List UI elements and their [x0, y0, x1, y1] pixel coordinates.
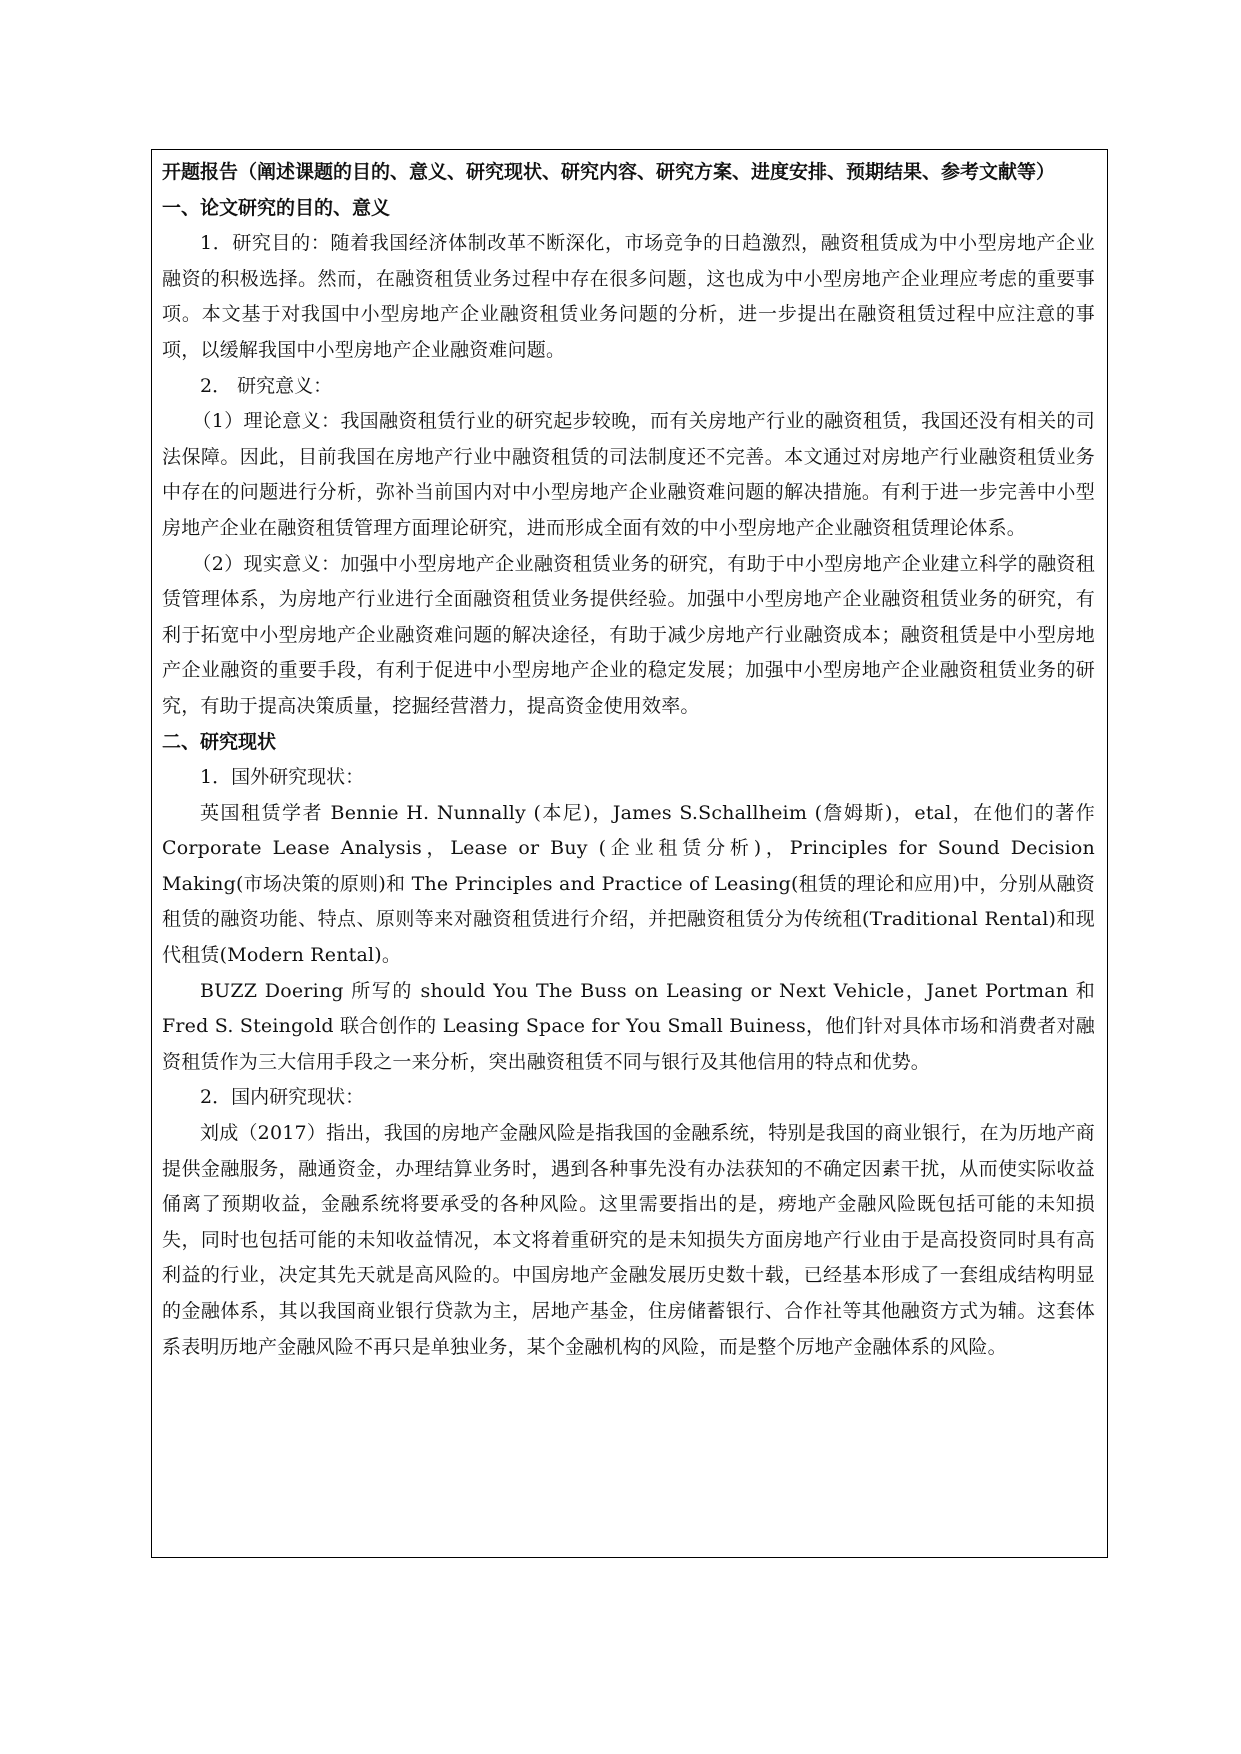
- theory-significance: （1）理论意义：我国融资租赁行业的研究起步较晚，而有关房地产行业的融资租赁，我国还没有相关的司法保障。因此，目前我国在房地产行业中融资租赁的司法制度还不完善。本文通过对房地产行业融资租赁业务中存在的问题进行分析，弥补当前国内对中小型房地产企业融资难问题的解决措施。有利于进一步完善中小型房地产企业在融资租赁管理方面理论研究，进而形成全面有效的中小型房地产企业融资租赁理论体系。: [162, 410, 1095, 539]
- report-header: 开题报告（阐述课题的目的、意义、研究现状、研究内容、研究方案、进度安排、预期结果、参考文献等）: [162, 161, 1056, 183]
- foreign-research-title: 1．国外研究现状：: [200, 766, 365, 789]
- domestic-research-title: 2．国内研究现状：: [200, 1086, 365, 1109]
- research-purpose: 1．研究目的：随着我国经济体制改革不断深化，市场竞争的日趋激烈，融资租赁成为中小型房地产企业融资的积极选择。然而，在融资租赁业务过程中存在很多问题，这也成为中小型房地产企业理应考虑的重要事项。本文基于对我国中小型房地产企业融资租赁业务问题的分析，进一步提出在融资租赁过程中应注意的事项，以缓解我国中小型房地产企业融资难问题。: [162, 232, 1095, 361]
- section2-title: 二、研究现状: [162, 730, 277, 753]
- report-content: [152, 150, 1107, 1365]
- foreign-research-paragraph-2: BUZZ Doering 所写的 should You The Buss on Leasing or Next Vehicle，Janet Portman 和 Fred S. Steingold 联合创作的 Leasing Space for You Small Buiness，他们针对具体市场和消费者对融资租赁作为三大信用手段之一来分析，突出融资租赁不同与银行及其他信用的特点和优势。: [162, 979, 1095, 1073]
- research-significance-title: 2． 研究意义：: [200, 374, 333, 397]
- foreign-research-paragraph-1: 英国租赁学者 Bennie H. Nunnally (本尼)，James S.Schallheim (詹姆斯)，etal，在他们的著作 Corporate Lease Analysis，Lease or Buy (企业租赁分析)，Principles for Sound Decision Making(市场决策的原则)和 The Principles and Practice of Leasing(租赁的理论和应用)中，分别从融资租赁的融资功能、特点、原则等来对融资租赁进行介绍，并把融资租赁分为传统租(Traditional Rental)和现代租赁(Modern Rental)。: [162, 801, 1095, 967]
- domestic-research-paragraph-1: 刘成（2017）指出，我国的房地产金融风险是指我国的金融系统，特别是我国的商业银行，在为历地产商提供金融服务，融通资金，办理结算业务时，遇到各种事先没有办法获知的不确定因素干扰，从而使实际收益俑离了预期收益，金融系统将要承受的各种风险。这里需要指出的是，痨地产金融风险既包括可能的未知损失，同时也包括可能的未知收益情况，本文将着重研究的是未知损失方面房地产行业由于是高投资同时具有高利益的行业，决定其先天就是高风险的。中国房地产金融发展历史数十载，已经基本形成了一套组成结构明显的金融体系，其以我国商业银行贷款为主，居地产基金，住房储蓄银行、合作社等其他融资方式为辅。这套体系表明历地产金融风险不再只是单独业务，某个金融机构的风险，而是整个厉地产金融体系的风险。: [162, 1122, 1095, 1358]
- practical-significance: （2）现实意义：加强中小型房地产企业融资租赁业务的研究，有助于中小型房地产企业建立科学的融资租赁管理体系，为房地产行业进行全面融资租赁业务提供经验。加强中小型房地产企业融资租赁业务的研究，有利于拓宽中小型房地产企业融资难问题的解决途径，有助于减少房地产行业融资成本；融资租赁是中小型房地产企业融资的重要手段，有利于促进中小型房地产企业的稳定发展；加强中小型房地产企业融资租赁业务的研究，有助于提高决策质量，挖掘经营潜力，提高资金使用效率。: [162, 552, 1095, 717]
- section1-title: 一、论文研究的目的、意义: [162, 196, 391, 219]
- report-frame: [151, 149, 1108, 1558]
